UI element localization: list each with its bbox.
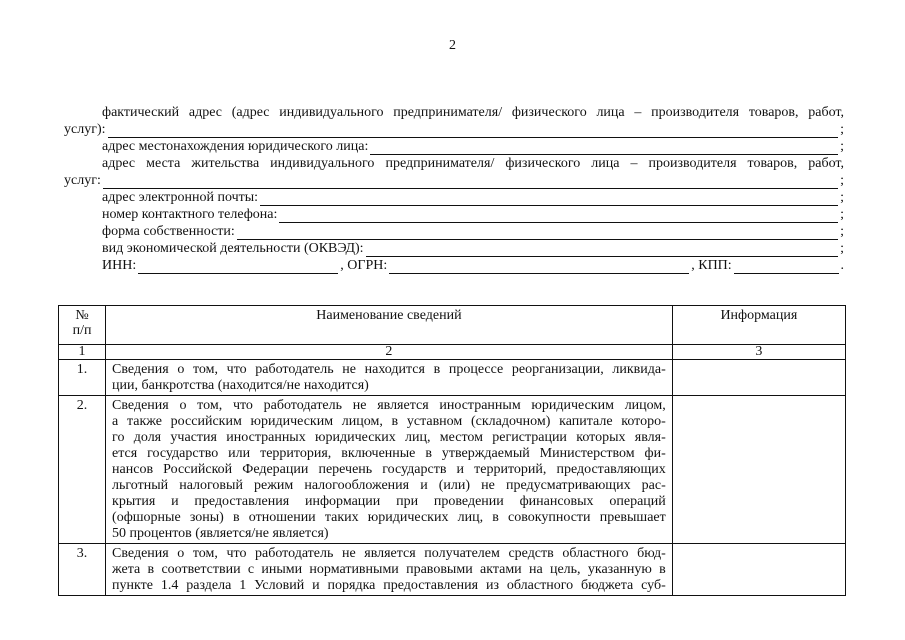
row-info-cell[interactable]: [672, 360, 845, 396]
inn-field[interactable]: [138, 261, 338, 274]
row-description: Сведения о том, что работодатель не находится в процессе реорганизации, ликвида- ции, банкротства (находится/не находится): [106, 360, 673, 396]
actual-address-field[interactable]: [108, 125, 839, 138]
page-number: 2: [449, 38, 456, 53]
header-info: Информация: [672, 306, 845, 345]
email-label: адрес электронной почты:: [102, 190, 259, 205]
legal-address-line: адрес местонахождения юридического лица: ;: [102, 139, 844, 154]
header-number: № п/п: [59, 306, 106, 345]
row-info-cell[interactable]: [672, 396, 845, 544]
actual-address-label: фактический адрес (адрес индивидуального предпринимателя/ физического лица – производителя товаров, работ,: [102, 105, 844, 120]
ogrn-label: , ОГРН:: [340, 258, 388, 273]
index-cell-1: 1: [59, 345, 106, 360]
table-index-row: [59, 345, 846, 360]
okved-label: вид экономической деятельности (ОКВЭД):: [102, 241, 364, 256]
row-number: 2.: [59, 396, 106, 544]
row-description: Сведения о том, что работодатель не является получателем средств областного бюд- жета в соответствии с иными нормативными правовыми актами на цель, указанную в пункте 1.4 раздела 1 Условий и порядка предоставления из областного бюджета суб-: [106, 544, 673, 596]
residence-address-line: услуг: ;: [64, 173, 844, 188]
phone-line: номер контактного телефона: ;: [102, 207, 844, 222]
actual-address-label-cont: услуг):: [64, 122, 106, 137]
ownership-field[interactable]: [237, 227, 838, 240]
header-name: Наименование сведений: [106, 306, 673, 345]
residence-address-label-cont: услуг:: [64, 173, 101, 188]
table-row: [59, 360, 846, 396]
ogrn-field[interactable]: [389, 261, 689, 274]
row-number: 3.: [59, 544, 106, 596]
inn-label: ИНН:: [102, 258, 137, 273]
legal-address-field[interactable]: [370, 142, 838, 155]
okved-line: вид экономической деятельности (ОКВЭД): ;: [102, 241, 844, 256]
phone-label: номер контактного телефона:: [102, 207, 278, 222]
residence-address-field[interactable]: [103, 176, 838, 189]
email-line: адрес электронной почты: ;: [102, 190, 844, 205]
information-table: [58, 305, 846, 596]
table-row: [59, 544, 846, 596]
kpp-label: , КПП:: [691, 258, 732, 273]
index-cell-3: 3: [672, 345, 845, 360]
legal-address-label: адрес местонахождения юридического лица:: [102, 139, 369, 154]
index-cell-2: 2: [106, 345, 673, 360]
row-description: Сведения о том, что работодатель не является иностранным юридическим лицом, а также российским юридическим лицом, в уставном (складочном) капитале которо- го доля участия иностранных юридических лиц, местом регистрации которых явля- ется государство или территория, включенные в утверждаемый Министерством фи- нансов Российской Федерации перечень государств и территорий, предоставляющих льготный налоговый режим налогообложения и (или) не предусматривающих рас- крытия и предоставления информации при проведении финансовых операций (офшорные зоны) в отношении таких юридических лиц, в совокупности превышает 50 процентов (является/не является): [106, 396, 673, 544]
ownership-line: форма собственности: ;: [102, 224, 844, 239]
table-row: [59, 396, 846, 544]
ownership-label: форма собственности:: [102, 224, 235, 239]
row-info-cell[interactable]: [672, 544, 845, 596]
table-header-row: [59, 306, 846, 345]
phone-field[interactable]: [279, 210, 838, 223]
kpp-field[interactable]: [734, 261, 839, 274]
actual-address-line: услуг): ;: [64, 122, 844, 137]
ids-line: ИНН: , ОГРН: , КПП: .: [102, 258, 844, 273]
residence-address-label: адрес места жительства индивидуального предпринимателя/ физического лица – производителя товаров, работ,: [102, 156, 844, 171]
applicant-details-form: [64, 104, 844, 274]
row-number: 1.: [59, 360, 106, 396]
email-field[interactable]: [260, 193, 838, 206]
okved-field[interactable]: [366, 244, 839, 257]
